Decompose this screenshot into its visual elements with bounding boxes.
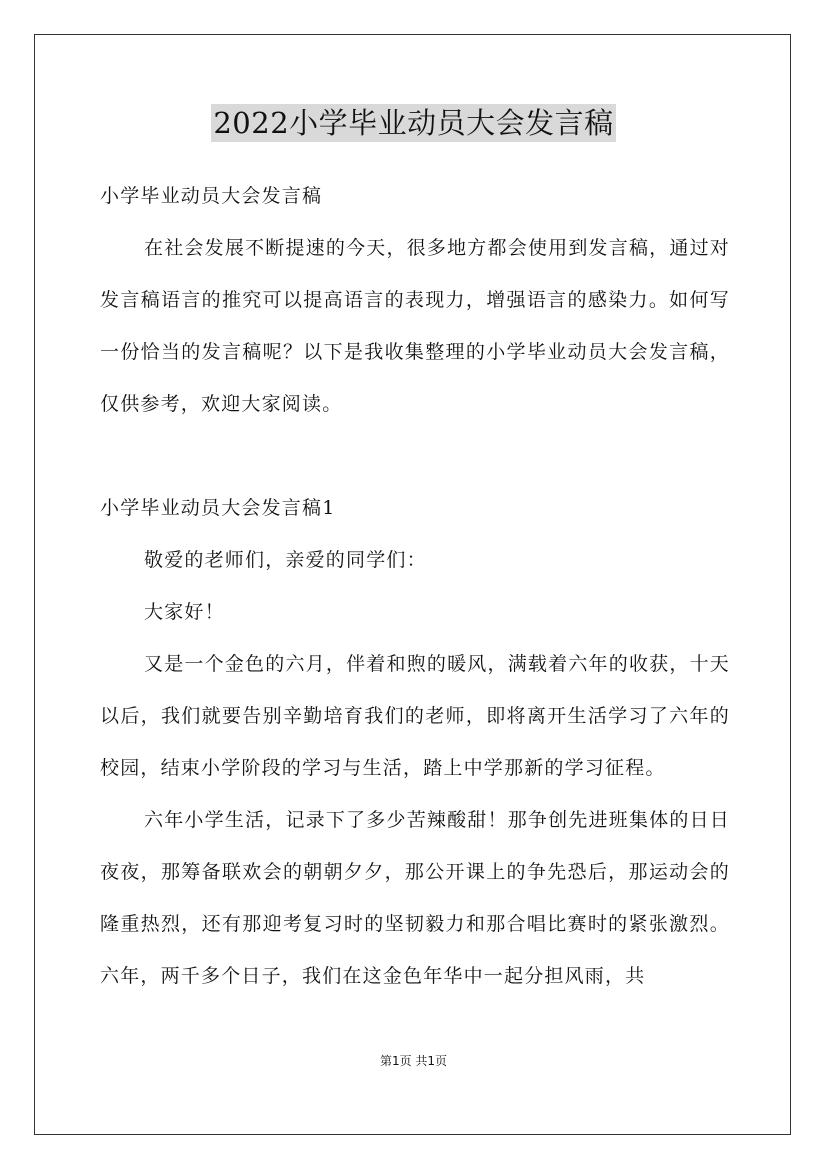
- greeting-paragraph: 大家好！: [144, 601, 225, 623]
- section-spacer: [100, 430, 730, 482]
- section-heading: 小学毕业动员大会发言稿1: [100, 497, 336, 519]
- page-footer: 第1页 共1页: [379, 1054, 448, 1068]
- salutation-paragraph: 敬爱的老师们，亲爱的同学们：: [144, 549, 427, 571]
- document-body: [100, 170, 730, 1002]
- intro-paragraph: 在社会发展不断提速的今天，很多地方都会使用到发言稿，通过对发言稿语言的推究可以提高语言的表现力，增强语言的感染力。如何写一份恰当的发言稿呢？以下是我收集整理的小学毕业动员大会发言稿，仅供参考，欢迎大家阅读。: [100, 237, 730, 415]
- document-title: 2022小学毕业动员大会发言稿: [213, 106, 614, 140]
- document-subtitle: 小学毕业动员大会发言稿: [100, 185, 323, 207]
- body-paragraph-2: 六年小学生活，记录下了多少苦辣酸甜！那争创先进班集体的日日夜夜，那筹备联欢会的朝朝夕夕，那公开课上的争先恐后，那运动会的隆重热烈，还有那迎考复习时的坚韧毅力和那合唱比赛时的紧张激烈。六年，两千多个日子，我们在这金色年华中一起分担风雨，共: [100, 809, 730, 987]
- title-container: [0, 104, 827, 142]
- body-paragraph-1: 又是一个金色的六月，伴着和煦的暖风，满载着六年的收获，十天以后，我们就要告别辛勤培育我们的老师，即将离开生活学习了六年的校园，结束小学阶段的学习与生活，踏上中学那新的学习征程。: [100, 653, 730, 779]
